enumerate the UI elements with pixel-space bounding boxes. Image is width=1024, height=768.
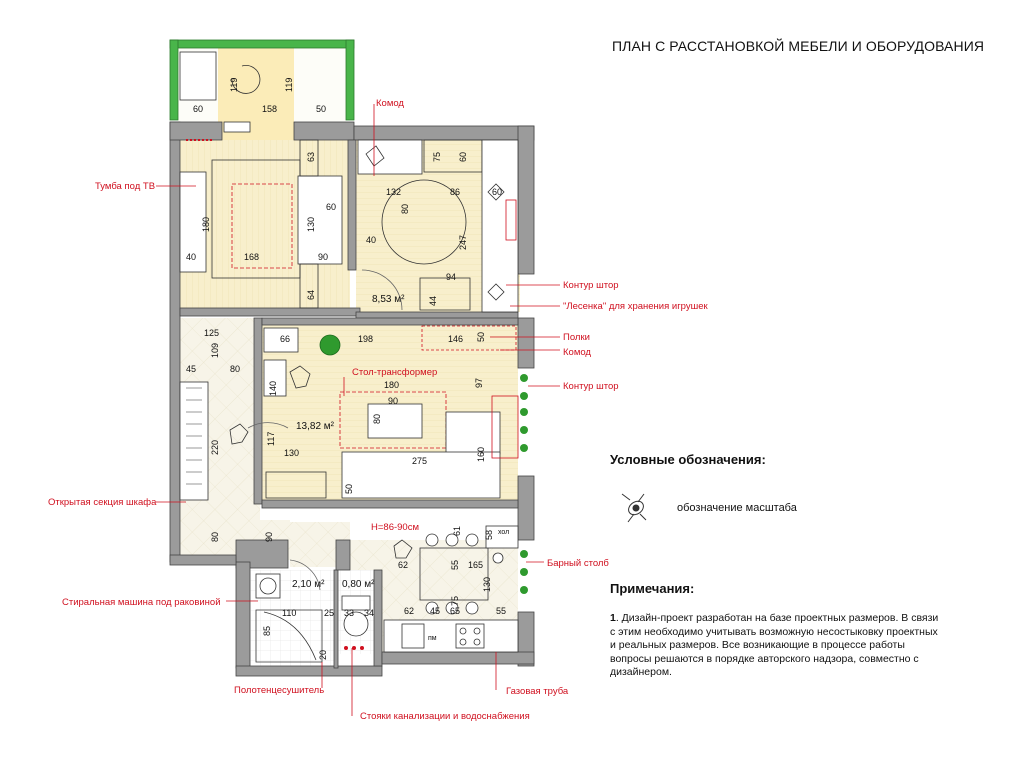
label-risers: Стояки канализации и водоснабжения	[360, 711, 530, 722]
dim: 247	[458, 234, 468, 250]
dim: 62	[398, 560, 409, 570]
notes-text	[610, 612, 945, 680]
living-room-area: 13,82 м²	[296, 421, 335, 432]
notes-heading: Примечания:	[610, 581, 695, 596]
legend-scale-label: обозначение масштаба	[677, 502, 797, 514]
dim: 34	[364, 608, 375, 618]
kids-room-area: 8,53 м²	[372, 294, 405, 305]
label-lesenka: "Лесенка" для хранения игрушек	[563, 301, 708, 312]
dim: 75	[450, 595, 460, 606]
dim: 60	[326, 202, 337, 212]
dim: 50	[476, 331, 486, 342]
dim: 60	[492, 187, 503, 197]
dim: 110	[282, 608, 297, 618]
dim: 55	[496, 606, 507, 616]
dim: 125	[204, 328, 220, 338]
label-kontur-shtor-1: Контур штор	[563, 280, 619, 291]
dim: 80	[400, 203, 410, 214]
dim: 168	[244, 252, 260, 262]
dim: 80	[210, 531, 220, 542]
label-washing-machine: Стиральная машина под раковиной	[62, 597, 221, 608]
dim: 45	[186, 364, 197, 374]
dim: 130	[284, 448, 300, 458]
dim: 94	[446, 272, 457, 282]
dim: 62	[404, 606, 415, 616]
dim: 40	[186, 252, 197, 262]
dim: 146	[448, 334, 464, 344]
dim: 90	[388, 396, 399, 406]
wc-area: 0,80 м²	[342, 579, 375, 590]
dim: 220	[210, 439, 220, 455]
dim: 20	[318, 649, 328, 660]
dim: 50	[344, 483, 354, 494]
label-towel-dryer: Полотенцесушитель	[234, 685, 325, 696]
dim: 33	[344, 608, 355, 618]
dim: 45	[430, 606, 441, 616]
dim: 86	[450, 187, 461, 197]
dim: 97	[474, 377, 484, 388]
dim: 80	[372, 413, 382, 424]
dim: 109	[210, 342, 220, 358]
dim: 61	[452, 525, 462, 536]
dim: 90	[318, 252, 329, 262]
dim: 55	[450, 559, 460, 570]
legend-heading: Условные обозначения:	[610, 452, 766, 467]
dim: 90	[264, 531, 274, 542]
dim: хол	[498, 529, 510, 536]
dim: 132	[386, 187, 402, 197]
dim: 65	[450, 606, 461, 616]
dim: 117	[266, 431, 276, 446]
dim: 160	[476, 446, 486, 462]
label-h-bar: H=86-90см	[371, 522, 419, 533]
dim: 44	[428, 295, 438, 306]
dim: 198	[358, 334, 374, 344]
label-stol-transformer: Стол-трансформер	[352, 367, 438, 378]
bathroom-area: 2,10 м²	[292, 579, 325, 590]
dim: 60	[193, 104, 204, 114]
dim: 63	[306, 151, 316, 162]
dim: 66	[280, 334, 291, 344]
dim: 40	[366, 235, 377, 245]
dim: 140	[268, 380, 278, 396]
dim: 60	[458, 151, 468, 162]
dim: 165	[468, 560, 484, 570]
note-number: 1	[610, 612, 616, 624]
page-title: ПЛАН С РАССТАНОВКОЙ МЕБЕЛИ И ОБОРУДОВАНИЯ	[612, 38, 985, 54]
dim: 119	[229, 77, 239, 92]
note-body: . Дизайн-проект разработан на базе проектных размеров. В связи с этим необходимо учитывать возможную несостыковку проектных и реальных размеров. Все возникающие в процессе работы вопросы решаются в порядке авторского надзора, совместно с дизайнером.	[610, 612, 939, 678]
label-polki: Полки	[563, 332, 590, 343]
dim: 85	[262, 625, 272, 636]
label-komod-2: Комод	[563, 347, 591, 358]
dim: 58	[484, 529, 494, 540]
label-gas-pipe: Газовая труба	[506, 686, 569, 697]
label-open-wardrobe: Открытая секция шкафа	[48, 497, 157, 508]
label-bar-pillar: Барный столб	[547, 558, 609, 569]
dim: 119	[284, 77, 294, 92]
dim: 130	[306, 216, 316, 232]
dim: 75	[432, 151, 442, 162]
label-tumba-tv: Тумба под ТВ	[95, 181, 156, 192]
dim: 80	[230, 364, 241, 374]
dim: 64	[306, 289, 316, 300]
dim: 50	[316, 104, 327, 114]
label-kontur-shtor-2: Контур штор	[563, 381, 619, 392]
scale-figure-icon	[622, 494, 646, 522]
dim: 180	[201, 216, 211, 232]
dim: 275	[412, 456, 428, 466]
dim: 25	[324, 608, 335, 618]
dim: 180	[384, 380, 400, 390]
dim: 158	[262, 104, 278, 114]
dim: пм	[428, 635, 437, 642]
label-komod-top: Комод	[376, 98, 404, 109]
dim: 130	[482, 576, 492, 592]
